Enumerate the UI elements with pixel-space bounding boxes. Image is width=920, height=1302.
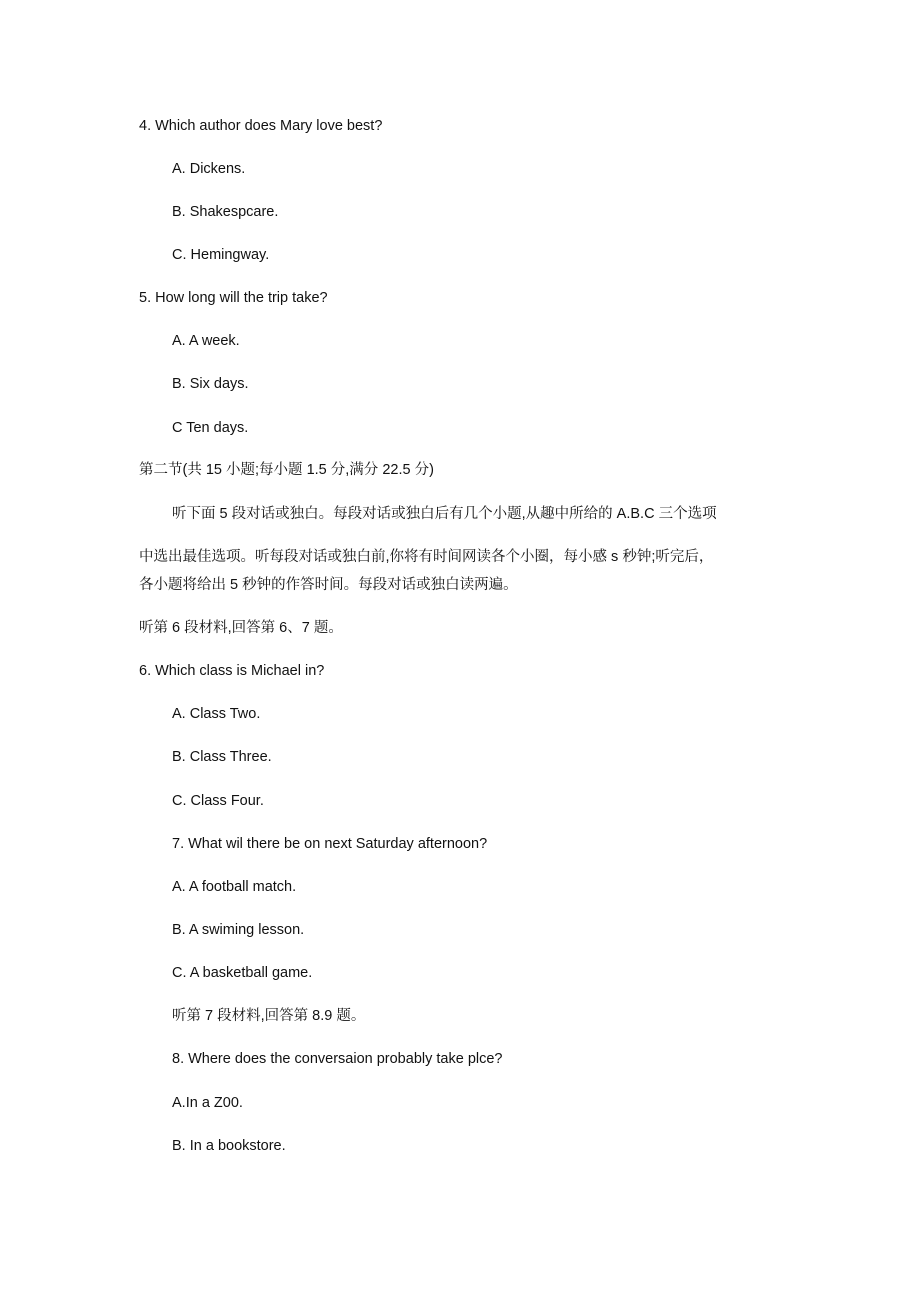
section-heading: 第二节(共 15 小题;每小题 1.5 分,满分 22.5 分) (139, 462, 434, 478)
option-5b: B. Six days. (172, 376, 249, 392)
option-8a: A.In a Z00. (172, 1095, 243, 1111)
option-4a: A. Dickens. (172, 161, 246, 177)
option-5a: A. A week. (172, 333, 240, 349)
option-4c: C. Hemingway. (172, 247, 270, 263)
option-4b: B. Shakespcare. (172, 204, 279, 220)
option-6a: A. Class Two. (172, 706, 261, 722)
material-7-heading: 听第 7 段材料,回答第 8.9 题。 (172, 1008, 366, 1024)
question-7: 7. What wil there be on next Saturday afternoon? (172, 836, 488, 852)
material-6-heading: 听第 6 段材料,回答第 6、7 题。 (139, 620, 343, 636)
question-5: 5. How long will the trip take? (139, 290, 328, 306)
option-6c: C. Class Four. (172, 793, 264, 809)
question-8: 8. Where does the conversaion probably take plce? (172, 1051, 503, 1067)
instructions-line-2: 中选出最佳选项。听每段对话或独白前,你将有时间网读各个小圈，每小感 s 秒钟;听完后， (139, 549, 714, 565)
question-6: 6. Which class is Michael in? (139, 663, 325, 679)
option-5c: C Ten days. (172, 420, 249, 436)
option-7a: A. A football match. (172, 879, 297, 895)
instructions-line-3: 各小题将给出 5 秒钟的作答时间。每段对话或独白读两遍。 (139, 577, 518, 593)
question-4: 4. Which author does Mary love best? (139, 118, 383, 134)
option-7b: B. A swiming lesson. (172, 922, 305, 938)
option-6b: B. Class Three. (172, 749, 272, 765)
option-7c: C. A basketball game. (172, 965, 313, 981)
instructions-line-1: 听下面 5 段对话或独白。每段对话或独白后有几个小题,从趣中所给的 A.B.C 三个选项 (172, 506, 717, 522)
option-8b: B. In a bookstore. (172, 1138, 286, 1154)
